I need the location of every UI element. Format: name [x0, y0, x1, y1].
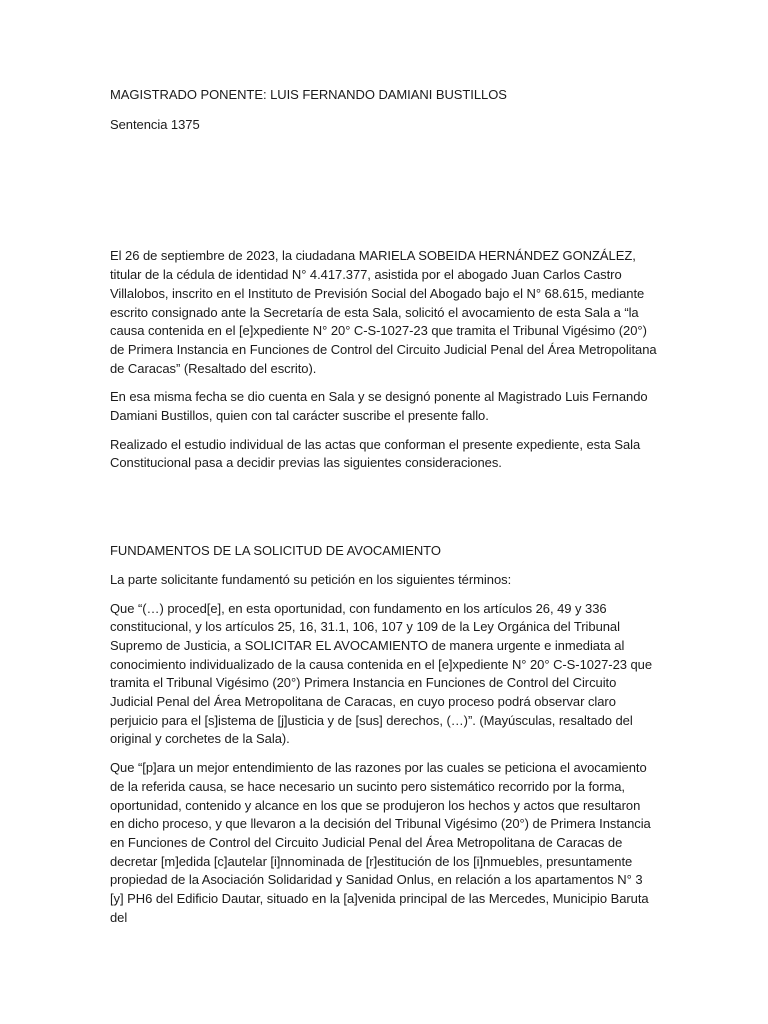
intro-paragraph-2: En esa misma fecha se dio cuenta en Sala y se designó ponente al Magistrado Luis Fernando Damiani Bustillos, quien con tal carácter suscribe el presente fallo.: [110, 389, 648, 424]
magistrado-ponente-line: MAGISTRADO PONENTE: LUIS FERNANDO DAMIANI BUSTILLOS: [110, 87, 507, 102]
intro-paragraph-3: Realizado el estudio individual de las actas que conforman el presente expediente, esta Sala Constitucional pasa a decidir previas las siguientes consideraciones.: [110, 436, 641, 471]
document-page: [110, 86, 658, 928]
sentencia-number: Sentencia 1375: [110, 116, 200, 132]
section-heading-fundamentos: FUNDAMENTOS DE LA SOLICITUD DE AVOCAMIENTO: [110, 543, 441, 559]
fundamentos-paragraph-3: Que “[p]ara un mejor entendimiento de las razones por las cuales se peticiona el avocamiento de la referida causa, se hace necesario un sucinto pero sistemático recorrido por la forma, oportunidad, contenido y alcance en los que se produjeron los hechos y actos que resultaron en dicho proceso, y que llevaron a la decisión del Tribunal Vigésimo (20°) de Primera Instancia en Funciones de Control del Circuito Judicial Penal del Área Metropolitana de Caracas de decretar [m]edida [c]autelar [i]nnominada de [r]estitución de los [i]nmuebles, presuntamente propiedad de la Asociación Solidaridad y Sanidad Onlus, en relación a los apartamentos N° 3 [y] PH6 del Edificio Dautar, situado en la [a]venida principal de las Mercedes, Municipio Baruta del: [110, 760, 651, 925]
fundamentos-paragraph-2: Que “(…) proced[e], en esta oportunidad, con fundamento en los artículos 26, 49 y 336 constitucional, y los artículos 25, 16, 31.1, 106, 107 y 109 de la Ley Orgánica del Tribunal Supremo de Justicia, a SOLICITAR EL AVOCAMIENTO de manera urgente e inmediata al conocimiento individualizado de la causa contenida en el [e]xpediente N° 20° C-S-1027-23 que tramita el Tribunal Vigésimo (20°) Primera Instancia en Funciones de Control del Circuito Judicial Penal del Área Metropolitana de Caracas, en cuyo proceso podrá observar claro perjuicio para el [s]istema de [j]usticia y de [sus] derechos, (…)”. (Mayúsculas, resaltado del original y corchetes de la Sala).: [110, 600, 653, 747]
intro-paragraph-1: El 26 de septiembre de 2023, la ciudadana MARIELA SOBEIDA HERNÁNDEZ GONZÁLEZ, titular de la cédula de identidad N° 4.417.377, asistida por el abogado Juan Carlos Castro Villalobos, inscrito en el Instituto de Previsión Social del Abogado bajo el N° 68.615, mediante escrito consignado ante la Secretaría de esta Sala, solicitó el avocamiento de esta Sala a “la causa contenida en el [e]xpediente N° 20° C-S-1027-23 que tramita el Tribunal Vigésimo (20°) de Primera Instancia en Funciones de Control del Circuito Judicial Penal del Área Metropolitana de Caracas” (Resaltado del escrito).: [110, 248, 657, 376]
fundamentos-paragraph-1: La parte solicitante fundamentó su petición en los siguientes términos:: [110, 571, 512, 587]
